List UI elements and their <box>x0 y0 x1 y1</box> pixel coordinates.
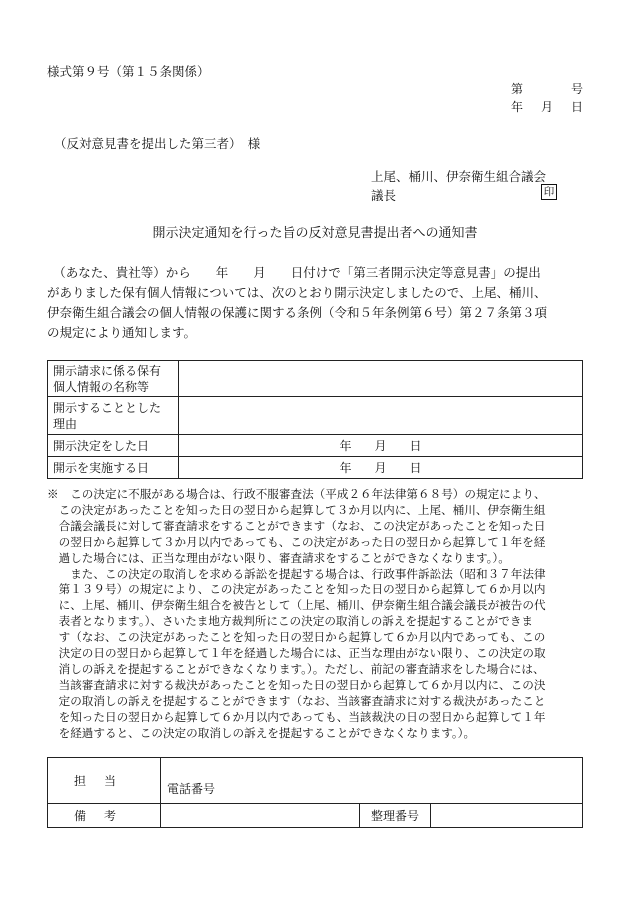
note-line: 第１３９号）の規定により、この決定があったことを知った日の翌日から起算して６か月以内 <box>47 582 546 597</box>
form-number: 様式第９号（第１５条関係） <box>47 64 210 79</box>
label-line: 開示を実施する日 <box>53 460 150 475</box>
label-line: 開示することとした <box>53 400 162 415</box>
note-line: 表者となります。）、さいたま地方裁判所にこの決定の取消しの訴えを提起することができま <box>47 614 534 629</box>
date-year: 年 <box>511 100 524 114</box>
body-line: がありました保有個人情報については、次のとおり開示決定しましたので、上尾、桶川、 <box>47 285 547 300</box>
note-line: 決定の日の翌日から起算して１年を経過した場合には、正当な理由がない限り、この決定の取 <box>47 646 546 661</box>
doc-number-suffix: 号 <box>570 82 583 96</box>
footer-table <box>47 757 583 828</box>
issuer-title: 議長 <box>371 188 397 203</box>
footer-row-contact <box>48 758 583 804</box>
date-month: 月 <box>374 438 387 453</box>
date-month: 月 <box>374 460 387 475</box>
body-line: の規定により通知します。 <box>47 325 197 340</box>
disclosure-info-table <box>47 360 583 479</box>
table-row <box>48 361 583 397</box>
table-value[interactable] <box>179 361 583 397</box>
contact-field[interactable] <box>161 758 583 804</box>
note-line: 消しの訴えを提起することができなくなります。）。ただし、前記の審査請求をした場合には、 <box>47 661 545 676</box>
document-number <box>511 80 583 97</box>
label-line: 開示決定をした日 <box>53 438 150 453</box>
date-year: 年 <box>339 460 352 475</box>
note-line: この決定があったことを知った日の翌日から起算して３か月以内に、上尾、桶川、伊奈衛生組 <box>47 502 546 517</box>
remarks-field[interactable] <box>161 804 360 828</box>
date-day: 日 <box>570 100 583 114</box>
seal-mark: 印 <box>541 184 557 200</box>
label-line: 個人情報の名称等 <box>53 379 150 394</box>
ref-number-label: 整理番号 <box>360 804 431 828</box>
body-line: （あなた、貴社等）から 年 月 日付けで「第三者開示決定等意見書」の提出 <box>47 265 541 280</box>
remarks-label: 備考 <box>48 804 161 828</box>
note-line: を知った日の翌日から起算して６か月以内であっても、当該裁決の日の翌日から起算して１年 <box>47 709 546 724</box>
date-day: 日 <box>409 438 422 453</box>
table-row <box>48 435 583 457</box>
table-label <box>48 361 179 397</box>
contact-label: 担当 <box>48 758 161 804</box>
body-line: 伊奈衛生組合議会の個人情報の保護に関する条例（令和５年条例第６号）第２７条第３項 <box>47 305 548 320</box>
note-line: に、上尾、桶川、伊奈衛生組合を被告として（上尾、桶川、伊奈衛生組合議会議長が被告の代 <box>47 598 546 613</box>
note-line: 合議会議長に対して審査請求をすることができます（なお、この決定があったことを知った日 <box>47 518 546 533</box>
note-line: す（なお、この決定があったことを知った日の翌日から起算して６か月以内であっても、この <box>47 630 546 645</box>
issue-date <box>511 98 583 115</box>
doc-number-prefix: 第 <box>511 82 524 96</box>
table-label <box>48 435 179 457</box>
phone-label: 電話番号 <box>167 782 216 796</box>
note-line: を経過すると、この決定の取消しの訴えを提起することができなくなります。）。 <box>47 725 476 740</box>
table-row <box>48 457 583 479</box>
issuer-org: 上尾、桶川、伊奈衛生組合議会 <box>371 169 547 184</box>
table-date-value[interactable] <box>179 435 583 457</box>
footer-row-remarks <box>48 804 583 828</box>
ref-number-field[interactable] <box>431 804 583 828</box>
note-line: 当該審査請求に対する裁決があったことを知った日の翌日から起算して６か月以内に、この決 <box>47 677 546 692</box>
note-line: 過した場合には、正当な理由がない限り、審査請求をすることができなくなります。）。 <box>47 550 510 565</box>
body-paragraph <box>47 263 587 343</box>
document-title: 開示決定通知を行った旨の反対意見書提出者への通知書 <box>152 226 478 241</box>
label-line: 理由 <box>53 416 78 431</box>
date-year: 年 <box>339 438 352 453</box>
table-date-value[interactable] <box>179 457 583 479</box>
table-value[interactable] <box>179 397 583 435</box>
table-label <box>48 397 179 435</box>
notes-section <box>47 487 592 742</box>
label-line: 開示請求に係る保有 <box>53 363 162 378</box>
table-label <box>48 457 179 479</box>
date-day: 日 <box>409 460 422 475</box>
note-line: また、この決定の取消しを求める訴訟を提起する場合は、行政事件訴訟法（昭和３７年法律 <box>47 566 546 581</box>
table-row <box>48 397 583 435</box>
note-line: の翌日から起算して３か月以内であっても、この決定があった日の翌日から起算して１年を経 <box>47 534 546 549</box>
date-month: 月 <box>540 100 553 114</box>
addressee: （反対意見書を提出した第三者） 様 <box>54 136 261 151</box>
note-line: ※ この決定に不服がある場合は、行政不服審査法（平成２６年法律第６８号）の規定により、 <box>47 487 546 501</box>
note-line: 定の取消しの訴えを提起することができます（なお、当該審査請求に対する裁決があったこと <box>47 693 546 708</box>
